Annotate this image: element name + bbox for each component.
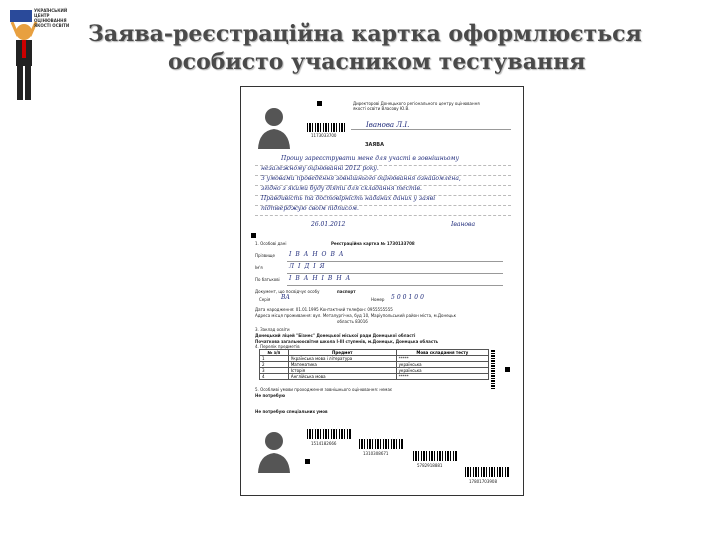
logo-text: УКРАЇНСЬКИЙ ЦЕНТР ОЦІНЮВАННЯ ЯКОСТІ ОСВІТИ [34,8,70,28]
agreement-line: Не потребую спеціальних умов [255,409,328,414]
body-line: З умовами проведення зовнішнього оцінювання ознайомлена, [261,175,461,182]
barcode [465,467,509,477]
table-header: Мова складання тесту [396,350,488,356]
table-cell: українська [396,368,488,374]
barcode-number: 1173033700 [311,133,337,138]
body-line: підтверджую своїм підписом. [261,205,359,212]
table-cell: Англійська мова [288,374,396,380]
date-handwritten: 26.01.2012 [311,221,346,228]
writing-line [255,215,511,216]
logo [4,4,76,104]
divider [287,285,503,286]
series-value: ВА [281,294,290,301]
barcode [307,123,347,132]
divider [287,261,503,262]
table-cell: Українська мова і література [288,356,396,362]
body-line: незалежному оцінюванні 2012 року. [261,165,379,172]
body-line: Прошу зареєструвати мене для участі в зовнішньому [281,155,459,162]
marker-square [251,233,256,238]
barcode-number: 1310308671 [363,451,389,456]
surname-label: Прізвище [255,253,275,258]
table-cell: ***** [396,356,488,362]
barcode-number: 1514182666 [311,441,337,446]
reg-card-label: Реєстраційна картка № 1730133708 [331,241,415,246]
signature: Іванова [451,221,476,228]
barcode [491,349,495,389]
table-header: Предмет [288,350,396,356]
name-value: ЛІДІЯ [289,263,329,270]
title-line-2: особисто учасником тестування [168,49,586,75]
photo-placeholder-icon [255,425,293,473]
table-cell: ***** [396,374,488,380]
table-header: № з/п [260,350,289,356]
special-line: Не потребую [255,393,286,398]
body-line: Правдивість та достовірність наданих даних у заяві [261,195,436,202]
divider [351,129,511,130]
table-row [260,374,489,380]
birth-line: Дата народження: 01.01.1995 Контактний телефон: 0955555555 [255,307,393,312]
barcode-number: 5782918881 [417,463,443,468]
patronymic-label: По батькові [255,277,280,282]
doc-value: паспорт [337,289,356,294]
table-cell: Математика [288,362,396,368]
barcode [359,439,403,449]
section-label: 1. Особові дані [255,241,287,246]
marker-square [505,367,510,372]
address-line: Адреса місця проживання: вул. Металургічна, буд 10, Маріупольський район міста, м.Донецьк [255,313,457,318]
number-value: 500100 [391,294,426,301]
barcode [413,451,457,461]
title-line-1: Заява-реєстраційна картка оформлюється [88,21,642,47]
subjects-table [259,349,489,380]
marker-square [317,101,322,106]
surname-value: ІВАНОВА [289,251,348,258]
applicant-name: Іванова Л.І. [366,121,410,129]
registration-form-image [240,86,524,496]
form-header: Директорові Донецького регіонального центру оцінювання якості освіти Власову Ю.В. [353,101,480,111]
section-label: 4. Перелік предметів [255,344,300,349]
zayava-title: ЗАЯВА [365,142,384,148]
barcode [307,429,351,439]
region-line: область 83016 [337,319,368,324]
table-cell: 2 [260,362,289,368]
page-title [88,20,708,76]
table-cell: 4 [260,374,289,380]
photo-placeholder-icon [255,101,293,149]
body-line: згідно з якими буду діяти для складання тестів. [261,185,422,192]
series-label: Серія [259,297,271,302]
school-line: Донецький ліцей "Бізнес" Донецької міської ради Донецької області [255,333,416,338]
doc-label: Документ, що посвідчує особу [255,289,320,294]
barcode-number: 17801703908 [469,479,497,484]
table-cell: українська [396,362,488,368]
divider [287,273,503,274]
section-label: 3. Заклад освіти [255,327,290,332]
patronymic-value: ІВАНІВНА [289,275,355,282]
school-line: Початкова загальноосвітня школа І-ІІІ ступенів, м.Донецьк, Донецька область [255,339,439,344]
name-label: Ім'я [255,265,263,270]
marker-square [305,459,310,464]
note-line: 5. Особливі умови проходження зовнішнього оцінювання: немає [255,387,393,392]
number-label: Номер [371,297,385,302]
table-cell: 1 [260,356,289,362]
table-cell: Історія [288,368,396,374]
table-cell: 3 [260,368,289,374]
